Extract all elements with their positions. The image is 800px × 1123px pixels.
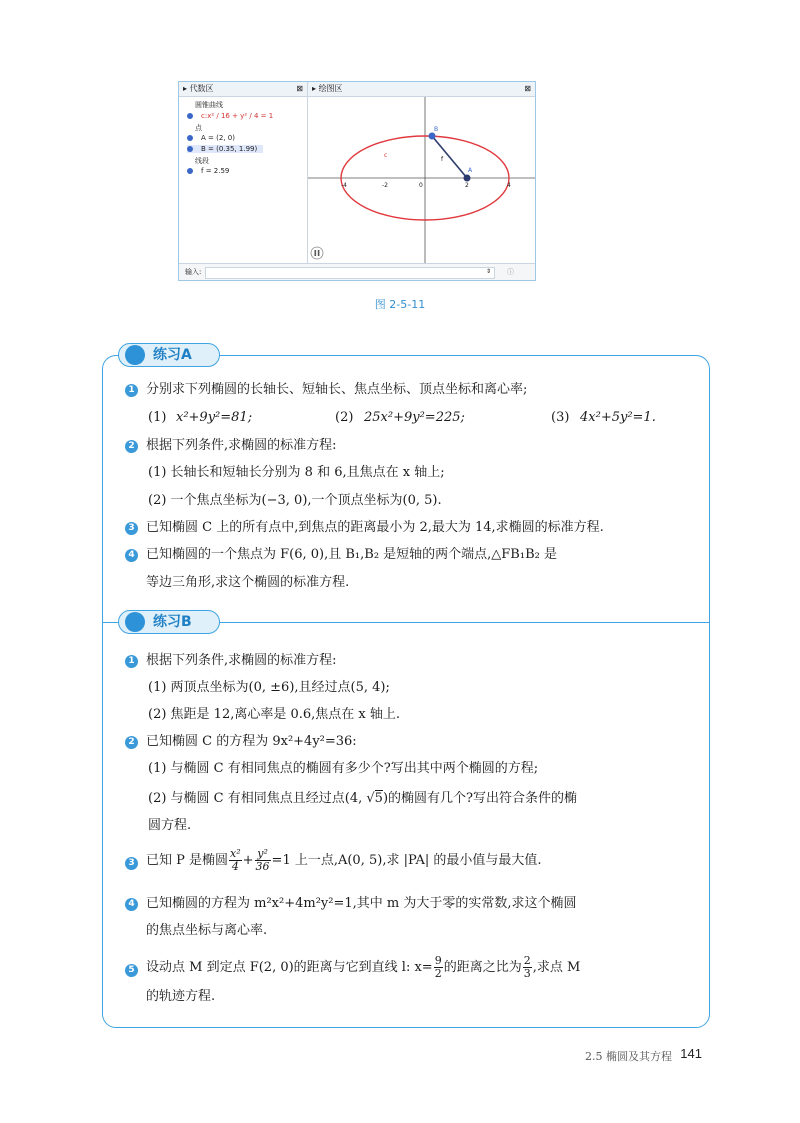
- question-text: 分别求下列椭圆的长轴长、短轴长、焦点坐标、顶点坐标和离心率;: [146, 382, 528, 397]
- ellipse-label: c: [384, 152, 388, 159]
- close-icon[interactable]: ⊠: [524, 84, 531, 93]
- conic-heading: 圆锥曲线: [195, 101, 223, 109]
- question-part: (2) 一个焦点坐标为(−3, 0),一个顶点坐标为(0, 5).: [148, 493, 442, 508]
- point-a-item[interactable]: [187, 134, 235, 142]
- pause-icon-bar: [315, 250, 317, 256]
- question-text: 的焦点坐标与离心率.: [146, 923, 268, 938]
- equation: x²+9y²=81;: [176, 410, 253, 425]
- question-part: (1) 长轴长和短轴长分别为 8 和 6,且焦点在 x 轴上;: [148, 465, 445, 480]
- input-label: 输入:: [185, 268, 202, 276]
- part-label: (3): [551, 410, 570, 425]
- question-text: 等边三角形,求这个椭圆的标准方程.: [146, 575, 350, 590]
- graphics-pane-title: [308, 82, 535, 97]
- denominator: 36: [255, 860, 270, 873]
- text-segment: 设动点 M 到定点 F(2, 0)的距离与它到直线 l: x=: [146, 960, 433, 975]
- question-text: [146, 953, 580, 983]
- question-text: 已知椭圆 C 上的所有点中,到焦点的距离最小为 2,最大为 14,求椭圆的标准方程.: [146, 520, 604, 535]
- graphics-canvas[interactable]: [308, 97, 535, 264]
- point-a-value: A = (2, 0): [201, 134, 235, 142]
- question-number: 4: [125, 898, 138, 911]
- question-part: (2) 与椭圆 C 有相同焦点且经过点(4, √5)的椭圆有几个?写出符合条件的椭: [148, 791, 577, 806]
- exercise-b-title: 练习B: [153, 614, 192, 630]
- tick-label: -4: [341, 182, 347, 189]
- equation: 25x²+9y²=225;: [364, 410, 465, 425]
- fraction: [523, 955, 532, 980]
- question-text: 根据下列条件,求椭圆的标准方程:: [146, 438, 337, 453]
- fraction: [229, 848, 242, 873]
- numerator: y²: [255, 848, 271, 861]
- numerator: x²: [230, 847, 241, 860]
- part-text: (2) 与椭圆 C 有相同焦点且经过点(4,: [148, 791, 367, 806]
- pane-expand-icon[interactable]: ▸: [312, 84, 317, 93]
- pause-icon-bar: [318, 250, 320, 256]
- question-text: 已知椭圆的方程为 m²x²+4m²y²=1,其中 m 为大于零的实常数,求这个椭圆: [146, 896, 577, 911]
- tick-label: 2: [465, 182, 469, 189]
- sqrt-value: 5: [374, 791, 383, 806]
- question-text: 的轨迹方程.: [146, 989, 216, 1004]
- fraction: [255, 848, 271, 873]
- part-label: (2): [335, 410, 354, 425]
- tick-label: 4: [507, 182, 511, 189]
- point-b-item[interactable]: [187, 145, 263, 153]
- figure-caption: 图 2-5-11: [374, 298, 426, 311]
- exercise-a-title: 练习A: [153, 347, 192, 363]
- fraction: [434, 955, 443, 980]
- question-part: (2) 焦距是 12,离心率是 0.6,焦点在 x 轴上.: [148, 707, 401, 722]
- question-number: 1: [125, 384, 138, 397]
- visibility-dot-icon[interactable]: [187, 168, 193, 174]
- point-a-label: A: [468, 167, 473, 174]
- question-text: 已知椭圆 C 的方程为 9x²+4y²=36:: [146, 734, 357, 749]
- exercise-a-badge: [118, 343, 220, 367]
- question-part: (1) 两顶点坐标为(0, ±6),且经过点(5, 4);: [148, 680, 390, 695]
- segment-heading: 线段: [195, 157, 209, 165]
- section-title-footer: 2.5 椭圆及其方程: [585, 1050, 672, 1063]
- question-text: 根据下列条件,求椭圆的标准方程:: [146, 653, 337, 668]
- close-icon[interactable]: ⊠: [296, 84, 303, 93]
- question-text: 已知椭圆的一个焦点为 F(6, 0),且 B₁,B₂ 是短轴的两个端点,△FB₁B₂ 是: [146, 547, 557, 562]
- visibility-dot-icon[interactable]: [187, 113, 193, 119]
- text-segment: ,求点 M: [532, 960, 581, 975]
- segment-item[interactable]: [187, 167, 229, 175]
- segment-f[interactable]: [432, 136, 467, 178]
- conic-item[interactable]: [187, 112, 273, 120]
- segment-label: f: [441, 156, 444, 163]
- denominator: 2: [434, 967, 442, 980]
- question-number: 4: [125, 549, 138, 562]
- page-number: 141: [680, 1046, 702, 1061]
- text-segment: =1 上一点,A(0, 5),求 |PA| 的最小值与最大值.: [271, 853, 542, 868]
- question-number: 3: [125, 857, 138, 870]
- algebra-pane-title: [179, 82, 307, 97]
- segment-value: f = 2.59: [201, 167, 230, 175]
- conic-equation: c:x² / 16 + y² / 4 = 1: [201, 112, 274, 120]
- command-input[interactable]: [205, 267, 495, 279]
- pencil-icon: [125, 345, 145, 365]
- question-part: 圆方程.: [148, 818, 192, 833]
- text-segment: 已知 P 是椭圆: [146, 853, 229, 868]
- visibility-dot-icon[interactable]: [187, 146, 193, 152]
- question-number: 2: [125, 736, 138, 749]
- input-bar: [179, 263, 535, 280]
- dropdown-icon[interactable]: ⇕: [486, 268, 492, 275]
- denominator: 4: [231, 860, 239, 873]
- point-b-label: B: [434, 126, 439, 133]
- graphics-title: 绘图区: [318, 84, 343, 93]
- question-number: 5: [125, 964, 138, 977]
- algebra-title: 代数区: [189, 84, 214, 93]
- pause-icon[interactable]: [311, 247, 323, 259]
- numerator: 9: [434, 954, 442, 967]
- question-number: 1: [125, 655, 138, 668]
- pane-expand-icon[interactable]: ▸: [183, 84, 188, 93]
- question-part: (1) 与椭圆 C 有相同焦点的椭圆有多少个?写出其中两个椭圆的方程;: [148, 761, 539, 776]
- denominator: 3: [523, 967, 531, 980]
- part-text: )的椭圆有几个?写出符合条件的椭: [382, 791, 577, 806]
- text-segment: 的距离之比为: [443, 960, 522, 975]
- plus-sign: +: [242, 853, 254, 868]
- question-text: [146, 846, 542, 876]
- tick-label: -2: [382, 182, 388, 189]
- question-number: 3: [125, 522, 138, 535]
- point-b[interactable]: [429, 133, 436, 140]
- pencil-icon: [125, 612, 145, 632]
- help-icon[interactable]: ⓘ: [507, 268, 514, 276]
- point-b-value: B = (0.35, 1.99): [201, 145, 258, 153]
- exercise-b-badge: [118, 610, 220, 634]
- numerator: 2: [523, 954, 531, 967]
- equation: 4x²+5y²=1.: [580, 410, 656, 425]
- part-label: (1): [148, 410, 167, 425]
- geogebra-figure: [178, 81, 536, 281]
- question-number: 2: [125, 440, 138, 453]
- point-heading: 点: [195, 124, 202, 132]
- tick-label: 0: [419, 182, 423, 189]
- visibility-dot-icon[interactable]: [187, 135, 193, 141]
- point-a[interactable]: [464, 175, 471, 182]
